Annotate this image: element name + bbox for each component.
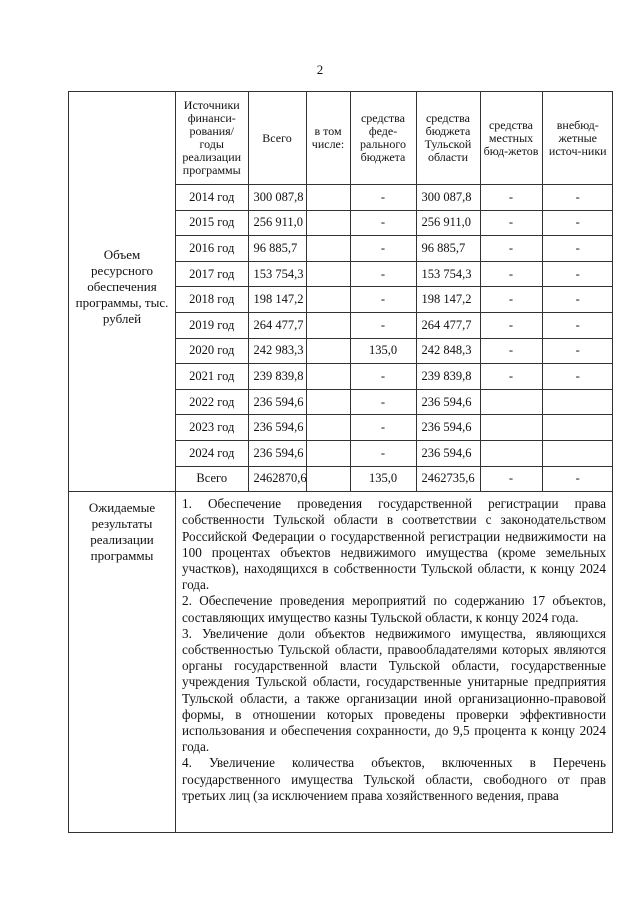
program-passport-table xyxy=(68,91,613,833)
cell-total: 236 594,6 xyxy=(248,415,306,441)
cell-regional: 153 754,3 xyxy=(416,261,480,287)
cell-year: 2014 год xyxy=(176,185,248,211)
cell-offbudget xyxy=(542,389,613,415)
cell-year: 2016 год xyxy=(176,236,248,262)
result-item: 4. Увеличение количества объектов, включенных в Перечень государственного имущества Тульской области, свободного от прав третьих лиц (за исключением права хозяйственного ведения, права xyxy=(182,755,606,803)
cell-federal: - xyxy=(350,261,416,287)
cell-regional: 300 087,8 xyxy=(416,185,480,211)
header-offbudget: внебюд-жетные источ-ники xyxy=(542,92,613,185)
cell-federal: - xyxy=(350,364,416,390)
header-including: в том числе: xyxy=(306,92,350,185)
cell-local: - xyxy=(480,185,542,211)
header-sources-years: Источники финанси-рования/ годы реализации программы xyxy=(176,92,248,185)
table-row xyxy=(176,466,613,491)
header-regional: средства бюджета Тульской области xyxy=(416,92,480,185)
page-number: 2 xyxy=(316,62,324,77)
cell-regional: 239 839,8 xyxy=(416,364,480,390)
cell-regional: 256 911,0 xyxy=(416,210,480,236)
cell-year: Всего xyxy=(176,466,248,491)
cell-local: - xyxy=(480,312,542,338)
cell-incl xyxy=(306,440,350,466)
cell-year: 2020 год xyxy=(176,338,248,364)
cell-total: 300 087,8 xyxy=(248,185,306,211)
cell-local xyxy=(480,440,542,466)
cell-federal: 135,0 xyxy=(350,338,416,364)
cell-federal: - xyxy=(350,236,416,262)
cell-local xyxy=(480,415,542,441)
cell-local: - xyxy=(480,338,542,364)
table-row xyxy=(176,210,613,236)
cell-offbudget: - xyxy=(542,185,613,211)
results-cell xyxy=(176,492,613,833)
cell-regional: 264 477,7 xyxy=(416,312,480,338)
cell-year: 2021 год xyxy=(176,364,248,390)
cell-offbudget: - xyxy=(542,261,613,287)
cell-incl xyxy=(306,415,350,441)
cell-regional: 198 147,2 xyxy=(416,287,480,313)
table-row xyxy=(176,236,613,262)
cell-incl xyxy=(306,287,350,313)
table-row xyxy=(176,389,613,415)
cell-regional: 236 594,6 xyxy=(416,440,480,466)
table-row xyxy=(176,312,613,338)
cell-offbudget: - xyxy=(542,210,613,236)
cell-local: - xyxy=(480,261,542,287)
cell-regional: 242 848,3 xyxy=(416,338,480,364)
cell-federal: - xyxy=(350,415,416,441)
table-row xyxy=(176,440,613,466)
cell-total: 198 147,2 xyxy=(248,287,306,313)
cell-local xyxy=(480,389,542,415)
cell-total: 236 594,6 xyxy=(248,440,306,466)
cell-offbudget: - xyxy=(542,312,613,338)
cell-incl xyxy=(306,312,350,338)
cell-federal: - xyxy=(350,440,416,466)
cell-total: 2462870,6 xyxy=(248,466,306,491)
cell-year: 2023 год xyxy=(176,415,248,441)
result-item: 3. Увеличение доли объектов недвижимого имущества, являющихся собственностью Тульской области, правообладателями которых являются органы государственной власти Тульской области, государственные учреждения Тульской области, государственные унитарные предприятия Тульской области, а также организации иной организационно-правовой формы, в отношении которых проведены проверки эффективности использования и обеспечения сохранности, до 9,5 процента к концу 2024 года. xyxy=(182,625,606,755)
cell-total: 242 983,3 xyxy=(248,338,306,364)
cell-local: - xyxy=(480,236,542,262)
results-label-cell xyxy=(69,492,176,833)
cell-incl xyxy=(306,236,350,262)
cell-offbudget: - xyxy=(542,338,613,364)
funding-header-row xyxy=(176,92,613,185)
cell-year: 2024 год xyxy=(176,440,248,466)
cell-incl xyxy=(306,210,350,236)
cell-offbudget xyxy=(542,440,613,466)
cell-total: 264 477,7 xyxy=(248,312,306,338)
cell-incl xyxy=(306,466,350,491)
cell-incl xyxy=(306,261,350,287)
cell-regional: 96 885,7 xyxy=(416,236,480,262)
cell-regional: 2462735,6 xyxy=(416,466,480,491)
result-item: 2. Обеспечение проведения мероприятий по содержанию 17 объектов, составляющих имущество казны Тульской области, к концу 2024 года. xyxy=(182,593,606,625)
resources-label: Объем ресурсного обеспечения программы, тыс. рублей xyxy=(75,246,169,326)
cell-offbudget: - xyxy=(542,236,613,262)
result-item: 1. Обеспечение проведения государственной регистрации права собственности Тульской области в соответствии с законодательством Российской Федерации о государственной регистрации недвижимости на 100 процентах объектов недвижимого имущества (кроме земельных участков), находящихся в собственности Тульской области, к концу 2024 года. xyxy=(182,496,606,593)
cell-offbudget: - xyxy=(542,466,613,491)
cell-federal: - xyxy=(350,210,416,236)
cell-federal: - xyxy=(350,312,416,338)
table-row xyxy=(176,364,613,390)
funding-cell xyxy=(176,92,613,492)
cell-incl xyxy=(306,338,350,364)
cell-local: - xyxy=(480,287,542,313)
cell-offbudget: - xyxy=(542,364,613,390)
cell-total: 239 839,8 xyxy=(248,364,306,390)
cell-federal: 135,0 xyxy=(350,466,416,491)
funding-table xyxy=(176,92,613,491)
cell-year: 2018 год xyxy=(176,287,248,313)
cell-local: - xyxy=(480,210,542,236)
header-local: средства местных бюд-жетов xyxy=(480,92,542,185)
table-row xyxy=(176,287,613,313)
cell-year: 2022 год xyxy=(176,389,248,415)
cell-total: 96 885,7 xyxy=(248,236,306,262)
header-total: Всего xyxy=(248,92,306,185)
table-row xyxy=(176,185,613,211)
cell-total: 236 594,6 xyxy=(248,389,306,415)
cell-offbudget: - xyxy=(542,287,613,313)
cell-year: 2015 год xyxy=(176,210,248,236)
cell-regional: 236 594,6 xyxy=(416,389,480,415)
cell-local: - xyxy=(480,364,542,390)
table-row xyxy=(176,338,613,364)
resources-label-cell xyxy=(69,92,176,492)
cell-federal: - xyxy=(350,287,416,313)
cell-local: - xyxy=(480,466,542,491)
cell-incl xyxy=(306,185,350,211)
cell-incl xyxy=(306,364,350,390)
cell-federal: - xyxy=(350,185,416,211)
cell-total: 153 754,3 xyxy=(248,261,306,287)
cell-total: 256 911,0 xyxy=(248,210,306,236)
cell-year: 2019 год xyxy=(176,312,248,338)
table-row xyxy=(176,261,613,287)
results-label: Ожидаемые результаты реализации программы xyxy=(88,500,156,564)
cell-incl xyxy=(306,389,350,415)
cell-federal: - xyxy=(350,389,416,415)
cell-offbudget xyxy=(542,415,613,441)
cell-regional: 236 594,6 xyxy=(416,415,480,441)
cell-year: 2017 год xyxy=(176,261,248,287)
table-row xyxy=(176,415,613,441)
header-federal: средства феде-рального бюджета xyxy=(350,92,416,185)
